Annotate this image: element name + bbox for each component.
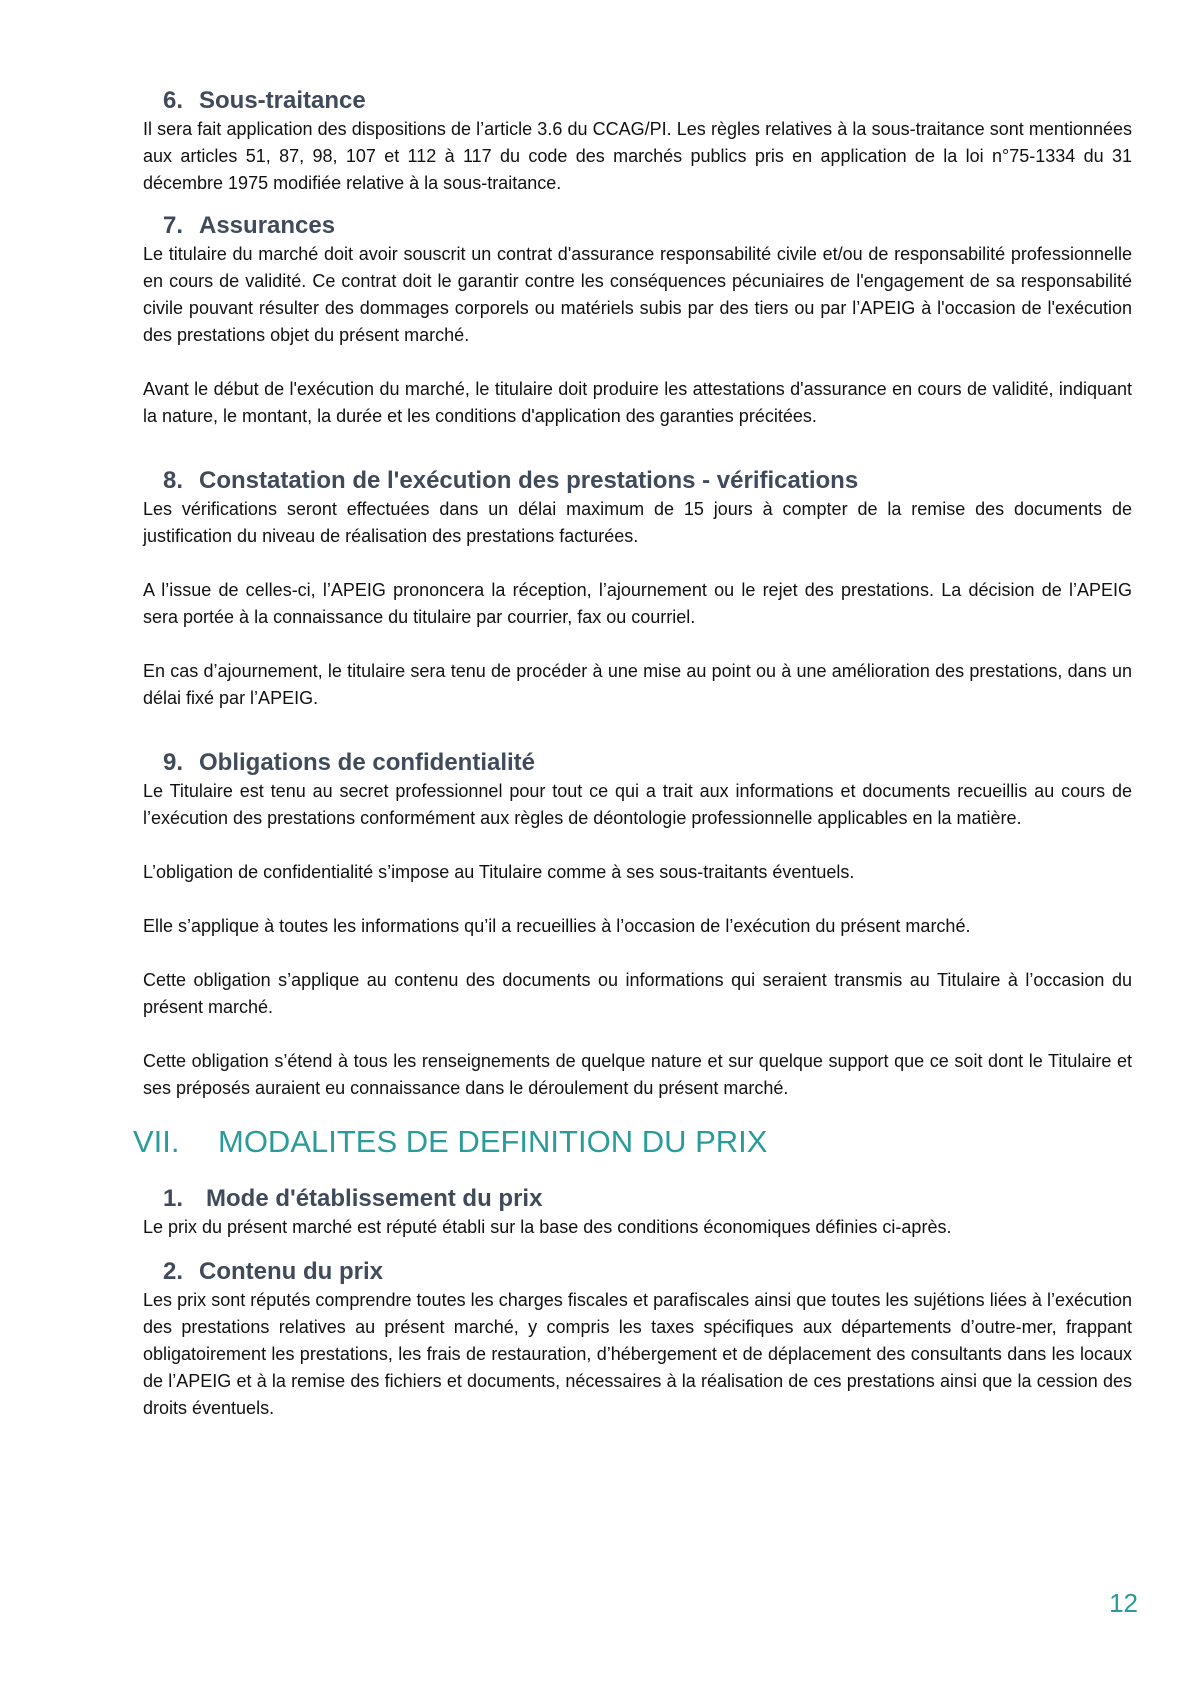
chapter-heading — [133, 1124, 1132, 1160]
section-title: Constatation de l'exécution des prestations - vérifications — [199, 467, 859, 494]
section-heading-contenu-prix — [143, 1257, 1132, 1287]
chapter-title: MODALITES DE DEFINITION DU PRIX — [218, 1124, 768, 1159]
section-heading-assurances — [143, 211, 1132, 241]
section-title: Mode d'établissement du prix — [206, 1185, 543, 1212]
section-number: 6. — [163, 87, 184, 114]
chapter-number: VII. — [133, 1124, 180, 1159]
paragraph: Cette obligation s’applique au contenu des documents ou informations qui seraient transmis au Titulaire à l’occasion du présent marché. — [143, 970, 1132, 1017]
section-number: 9. — [163, 749, 184, 776]
page-number: 12 — [1109, 1588, 1138, 1618]
section-heading-confidentialite — [143, 748, 1132, 778]
paragraph: Le titulaire du marché doit avoir souscrit un contrat d'assurance responsabilité civile et/ou de responsabilité professionnelle en cours de validité. Ce contrat doit le garantir contre les conséquences pécuniaires de l'engagement de sa responsabilité civile pouvant résulter des dommages corporels ou matériels subis par des tiers ou par l’APEIG à l'occasion de l'exécution des prestations objet du présent marché. — [143, 244, 1132, 345]
section-title: Contenu du prix — [199, 1258, 383, 1285]
section-number: 1. — [163, 1185, 184, 1212]
paragraph: En cas d’ajournement, le titulaire sera tenu de procéder à une mise au point ou à une amélioration des prestations, dans un délai fixé par l’APEIG. — [143, 661, 1132, 708]
section-number: 8. — [163, 467, 184, 494]
page-content — [133, 86, 1132, 1422]
section-heading-sous-traitance — [143, 86, 1132, 116]
paragraph: Le Titulaire est tenu au secret professionnel pour tout ce qui a trait aux informations et documents recueillis au cours de l’exécution des prestations conformément aux règles de déontologie professionnelle applicables en la matière. — [143, 781, 1132, 828]
section-heading-mode-etablissement — [143, 1184, 1132, 1214]
paragraph: Cette obligation s’étend à tous les renseignements de quelque nature et sur quelque support que ce soit dont le Titulaire et ses préposés auraient eu connaissance dans le déroulement du présent marché. — [143, 1051, 1132, 1098]
paragraph: Le prix du présent marché est réputé établi sur la base des conditions économiques définies ci-après. — [143, 1217, 952, 1237]
paragraph: Il sera fait application des dispositions de l’article 3.6 du CCAG/PI. Les règles relatives à la sous-traitance sont mentionnées aux articles 51, 87, 98, 107 et 112 à 117 du code des marchés publics pris en application de la loi n°75-1334 du 31 décembre 1975 modifiée relative à la sous-traitance. — [143, 119, 1132, 193]
section-title: Sous-traitance — [199, 87, 366, 114]
section-number: 7. — [163, 212, 184, 239]
paragraph: Les vérifications seront effectuées dans un délai maximum de 15 jours à compter de la remise des documents de justification du niveau de réalisation des prestations facturées. — [143, 499, 1132, 546]
paragraph: A l’issue de celles-ci, l’APEIG prononcera la réception, l’ajournement ou le rejet des prestations. La décision de l’APEIG sera portée à la connaissance du titulaire par courrier, fax ou courriel. — [143, 580, 1132, 627]
section-heading-verifications — [143, 466, 1132, 496]
section-title: Assurances — [199, 212, 336, 239]
paragraph: Avant le début de l'exécution du marché, le titulaire doit produire les attestations d'assurance en cours de validité, indiquant la nature, le montant, la durée et les conditions d'application des garanties précitées. — [143, 379, 1132, 426]
section-number: 2. — [163, 1258, 184, 1285]
section-title: Obligations de confidentialité — [199, 749, 536, 776]
paragraph: Elle s’applique à toutes les informations qu’il a recueillies à l’occasion de l’exécution du présent marché. — [143, 916, 971, 936]
paragraph: L’obligation de confidentialité s’impose au Titulaire comme à ses sous-traitants éventuels. — [143, 862, 855, 882]
paragraph: Les prix sont réputés comprendre toutes les charges fiscales et parafiscales ainsi que toutes les sujétions liées à l’exécution des prestations relatives au présent marché, y compris les taxes spécifiques aux départements d’outre-mer, frappant obligatoirement les prestations, les frais de restauration, d’hébergement et de déplacement des consultants dans les locaux de l’APEIG et à la remise des fichiers et documents, nécessaires à la réalisation de ces prestations ainsi que la cession des droits éventuels. — [143, 1290, 1132, 1418]
